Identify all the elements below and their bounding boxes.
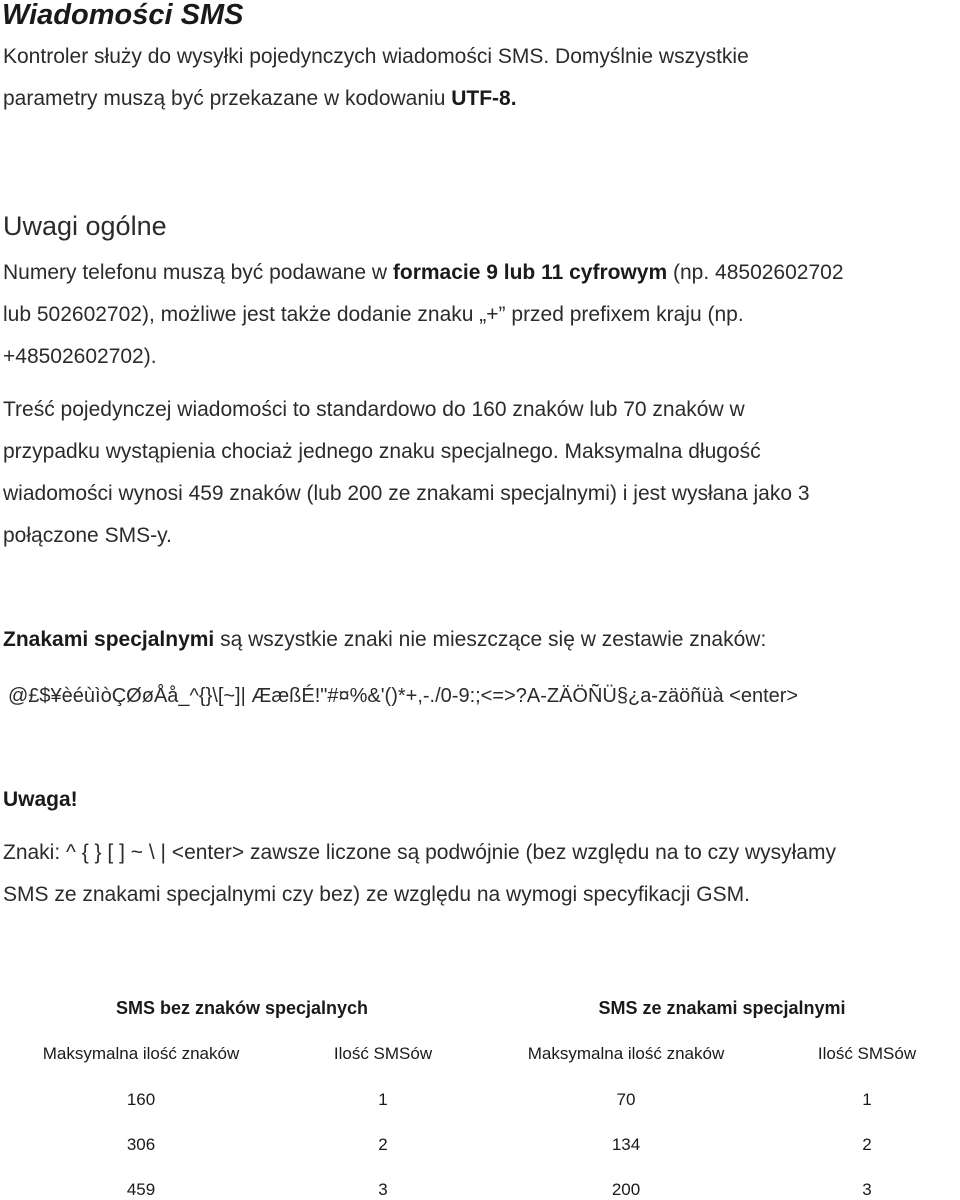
phone-format-highlight: formacie 9 lub 11 cyfrowym [392,261,668,284]
paragraph-line: połączone SMS-y. [3,524,172,547]
table-column-header: Maksymalna ilość znaków [42,1044,240,1063]
paragraph-line: +48502602702). [3,345,157,368]
table-cell: 1 [862,1090,872,1109]
table-cell: 70 [616,1090,636,1109]
page-title: Wiadomości SMS [2,0,244,31]
paragraph-line: wiadomości wynosi 459 znaków (lub 200 ze znakami specjalnymi) i jest wysłana jako 3 [3,482,810,505]
paragraph-line: przypadku wystąpienia chociaż jednego znaku specjalnego. Maksymalna długość [3,440,761,463]
phone-format-paragraph [3,252,844,378]
paragraph-text: (np. 48502602702 [667,261,844,284]
table-cell: 306 [126,1135,156,1154]
paragraph-line [3,252,844,294]
encoding-highlight: UTF-8. [451,87,517,110]
table-cell: 3 [378,1180,388,1199]
table-group-header: SMS bez znaków specjalnych [115,998,369,1018]
warning-heading: Uwaga! [3,788,78,811]
table-cell: 459 [126,1180,156,1199]
table-column-header: Ilość SMSów [817,1044,917,1063]
intro-text: parametry muszą być przekazane w kodowaniu [3,87,452,110]
table-cell: 3 [862,1180,872,1199]
table-cell: 1 [378,1090,388,1109]
paragraph-line: lub 502602702), możliwe jest także dodanie znaku „+” przed prefixem kraju (np. [3,303,744,326]
table-cell: 134 [611,1135,641,1154]
table-cell: 160 [126,1090,156,1109]
special-chars-highlight: Znakami specjalnymi [3,628,215,651]
intro-line: Kontroler służy do wysyłki pojedynczych wiadomości SMS. Domyślnie wszystkie [3,45,749,68]
table-cell: 200 [611,1180,641,1199]
charset-list: @£$¥èéùìòÇØøÅå_^{}\[~]| ÆæßÉ!"#¤%&'()*+,-./0-9:;<=>?A-ZÄÖÑÜ§¿a-zäöñüà <enter> [8,685,799,707]
warning-paragraph [3,832,836,916]
paragraph-line: Treść pojedynczej wiadomości to standardowo do 160 znaków lub 70 znaków w [3,398,745,421]
paragraph-text: Numery telefonu muszą być podawane w [3,261,393,284]
section-heading-general: Uwagi ogólne [3,211,167,241]
table-column-header: Maksymalna ilość znaków [527,1044,725,1063]
intro-paragraph [3,36,749,120]
paragraph-text: są wszystkie znaki nie mieszczące się w zestawie znaków: [214,628,767,651]
table-cell: 2 [378,1135,388,1154]
paragraph-line: Znaki: ^ { } [ ] ~ \ | <enter> zawsze liczone są podwójnie (bez względu na to czy wysyłamy [3,841,836,864]
intro-line [3,78,749,120]
special-chars-paragraph [3,619,766,661]
table-group-header: SMS ze znakami specjalnymi [598,998,846,1018]
table-cell: 2 [862,1135,872,1154]
message-length-paragraph [3,389,810,557]
table-column-header: Ilość SMSów [333,1044,433,1063]
paragraph-line: SMS ze znakami specjalnymi czy bez) ze względu na wymogi specyfikacji GSM. [3,883,750,906]
